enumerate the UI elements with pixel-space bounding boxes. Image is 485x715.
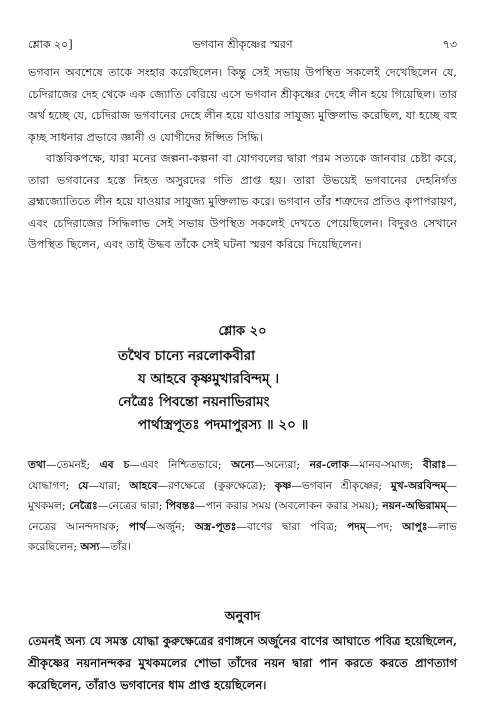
synonym-separator: — <box>446 500 458 512</box>
synonym-meaning: মুখকমল; <box>28 500 70 512</box>
verse-line-2: য আহবে কৃষ্ণমুখারবিন্দম্ । <box>138 371 280 387</box>
synonym-meaning: রণক্ষেত্রে (কুরুক্ষেত্রে); <box>167 479 275 492</box>
word-meanings <box>28 455 457 558</box>
synonym-meaning: নেত্রের দ্বারা; <box>108 500 166 512</box>
synonym-separator: — <box>195 500 206 512</box>
synonym-term: অস্য <box>80 541 100 553</box>
synonym-term: যে <box>77 479 89 492</box>
synonym-separator: — <box>157 479 168 492</box>
synonym-meaning: লাভ করেছিলেন; <box>28 520 457 553</box>
synonym-separator: — <box>236 520 247 533</box>
synonym-term: নর-লোক <box>309 459 349 471</box>
synonym-meaning: তাঁর। <box>110 541 131 553</box>
synonym-meaning: যোদ্ধাগণ; <box>28 479 78 492</box>
synonym-separator: — <box>88 479 99 492</box>
synonym-meaning: যারা; <box>98 479 130 492</box>
synonym-separator: — <box>348 459 360 471</box>
synonym-separator: — <box>145 520 157 533</box>
page-header <box>28 36 457 55</box>
translation-title: অনুবাদ <box>224 608 261 623</box>
synonym-meaning: নেত্রের আনন্দদায়ক; <box>28 520 129 533</box>
translation-text: তেমনই অন্য যে সমস্ত যোদ্ধা কুরুক্ষেত্রের রণাঙ্গনে অর্জুনের বাণের আঘাতে পবিত্র হয়েছিলেন, শ্রীকৃষ্ণের নয়নানন্দকর মুখকমলের শোভা তাঁদের নয়ন দ্বারা পান করতে করতে প্রাণত্যাগ করেছিলেন, তাঁরাও ভগবানের ধাম প্রাপ্ত হয়েছিলেন। <box>28 634 457 692</box>
synonym-term: নেত্রৈঃ <box>69 500 98 512</box>
synonym-term: আহবে <box>129 479 158 492</box>
verse-title: শ্লোক ২০ <box>218 324 267 339</box>
header-page-number: ৭৩ <box>442 38 457 51</box>
synonym-separator: — <box>446 459 457 471</box>
synonym-separator: — <box>97 500 109 512</box>
synonym-term: অন্যে <box>231 459 255 471</box>
synonym-term: মুখ-অরবিন্দম্ <box>390 479 447 492</box>
verse-line-3: নেত্রৈঃ পিবন্তো নয়নাভিরামং <box>118 394 270 410</box>
synonym-term: পদম্ <box>347 520 366 533</box>
synonym-term: পিবন্তঃ <box>165 500 196 512</box>
verse-line-1: তথৈব চান্যে নরলোকবীরা <box>118 348 256 364</box>
synonym-term: পার্থ <box>128 520 146 533</box>
purport-paragraph-2: বাস্তবিকপক্ষে, যারা মনের জল্পনা-কল্পনা বা যোগবলের দ্বারা পরম সত্যকে জানবার চেষ্টা করে, তারা ভগবানের হস্তে নিহত অসুরদের গতি প্রাপ্ত হয়। তারা উভয়েই ভগবানের দেহনির্গত ব্রহ্মজ্যোতিতে লীন হয়ে যাওয়ার সাযুজ্য মুক্তিলাভ করে। ভগবান তাঁর শত্রুদের প্রতিও কৃপাপরায়ণ, এবং চেদিরাজের সিদ্ধিলাভ সেই সভায় উপস্থিত সকলেই দেখতে পেয়েছিলেন। বিদুরও সেখানে উপস্থিত ছিলেন, এবং তাই উদ্ধব তাঁকে সেই ঘটনা স্মরণ করিয়ে দিয়েছিলেন। <box>28 152 457 251</box>
synonym-term: আপুঃ <box>402 520 428 533</box>
header-verse-ref: শ্লোক ২০] <box>28 38 73 51</box>
synonym-meaning: তেমনই; <box>56 459 100 471</box>
verse-line-4: পার্থাস্ত্রপূতঃ পদমাপুরস্য ॥ ২০ ॥ <box>138 417 309 433</box>
synonym-term: কৃষ্ণ <box>274 479 292 492</box>
purport-section <box>28 62 457 256</box>
synonym-separator: — <box>446 479 457 492</box>
synonym-meaning: অর্জুন; <box>156 520 195 533</box>
synonym-meaning: ভগবান শ্রীকৃষ্ণের; <box>302 479 391 492</box>
synonym-separator: — <box>365 520 377 533</box>
synonym-meaning: মানব-সমাজ; <box>359 459 423 471</box>
synonym-meaning: বাণের দ্বারা পবিত্র; <box>246 520 348 533</box>
synonym-meaning: এবং নিশ্চিতভাবে; <box>139 459 232 471</box>
synonym-separator: — <box>254 459 265 471</box>
synonym-term: বীরাঃ <box>422 459 447 471</box>
synonym-term: অস্ত্র-পূতঃ <box>194 520 237 533</box>
synonym-separator: — <box>129 459 140 471</box>
synonym-separator: — <box>45 459 57 471</box>
synonym-term: তথা <box>28 459 46 471</box>
synonym-meaning: অন্যেরা; <box>264 459 310 471</box>
header-chapter-title: ভগবান শ্রীকৃষ্ণের স্মরণ <box>192 38 293 51</box>
verse-block <box>0 345 485 437</box>
synonym-meaning: পদ; <box>376 520 403 533</box>
synonym-meaning: পান করার সময় (অবলোকন করার সময়); <box>205 500 383 512</box>
synonym-separator: — <box>291 479 302 492</box>
synonym-term: এব চ <box>99 459 130 471</box>
purport-paragraph-1: ভগবান অবশেষে তাকে সংহার করেছিলেন। কিন্তু সেই সভায় উপস্থিত সকলেই দেখেছিলেন যে, চেদিরাজের দেহ থেকে এক জ্যোতি বেরিয়ে এসে ভগবান শ্রীকৃষ্ণের দেহে লীন হয়ে গিয়েছিল। তার অর্থ হচ্ছে যে, চেদিরাজ ভগবানের দেহে লীন হয়ে যাওয়ার সাযুজ্য মুক্তিলাভ করেছিল, যা হচ্ছে বহু কৃচ্ছ সাধনার প্রভাবে জ্ঞানী ও যোগীদের ঈপ্সিত সিদ্ধি। <box>28 66 457 144</box>
synonym-separator: — <box>427 520 439 533</box>
synonym-separator: — <box>99 541 111 553</box>
synonym-term: নয়ন-অভিরামম্ <box>382 500 447 512</box>
